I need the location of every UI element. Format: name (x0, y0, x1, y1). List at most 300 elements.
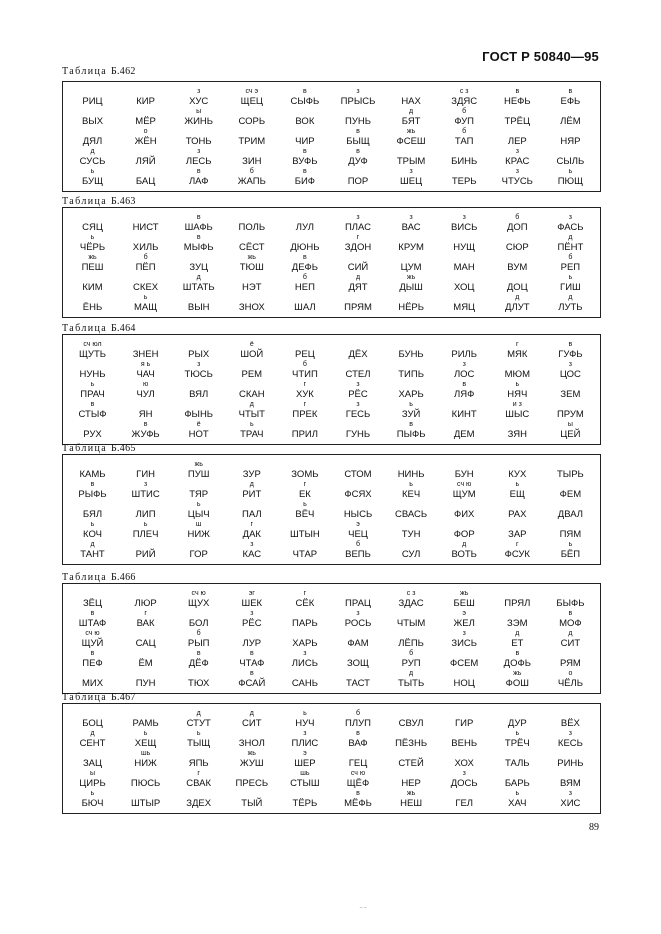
word-cell (491, 381, 544, 400)
pronunciation-mark: з (356, 401, 360, 408)
pronunciation-mark: з (197, 88, 201, 95)
word-text: СТЫШ (290, 778, 320, 789)
pronunciation-mark: д (409, 670, 414, 677)
word-text: ТЮХ (188, 678, 210, 689)
word-text: ТЕРЬ (451, 176, 477, 187)
word-table (62, 207, 601, 318)
word-cell (278, 501, 331, 520)
word-cell (332, 541, 385, 560)
word-cell (544, 234, 597, 253)
word-text: ПОЛЬ (238, 222, 266, 233)
word-cell (225, 401, 278, 420)
word-cell (119, 730, 172, 749)
pronunciation-mark: г (303, 481, 307, 488)
word-text: ФУП (454, 116, 475, 127)
word-cell (225, 461, 278, 480)
pronunciation-mark: в (303, 148, 307, 155)
word-text: СОРЬ (238, 116, 266, 127)
word-text: ЦУМ (400, 262, 422, 273)
word-text: ДОП (506, 222, 528, 233)
word-text: СТУТ (186, 718, 211, 729)
pronunciation-mark: г (303, 381, 307, 388)
word-text: ВУМ (507, 262, 528, 273)
word-text: ЛУТЬ (558, 302, 583, 313)
word-text: РУХ (83, 429, 102, 440)
word-cell (119, 274, 172, 293)
word-text: СЕНТ (79, 738, 106, 749)
pronunciation-mark: шь (300, 770, 310, 777)
word-cell (385, 88, 438, 107)
word-cell (385, 361, 438, 380)
word-text: МЯЦ (453, 302, 476, 313)
word-text: ТРИМ (238, 136, 266, 147)
word-text: ФОШ (505, 678, 529, 689)
word-cell (66, 381, 119, 400)
word-cell (119, 401, 172, 420)
word-text: НИЖ (134, 758, 157, 769)
word-cell (278, 294, 331, 313)
word-cell (438, 750, 491, 769)
table-caption-label: Таблица (62, 572, 111, 583)
word-text: ДЕМ (453, 429, 475, 440)
word-cell (332, 401, 385, 420)
word-cell (438, 610, 491, 629)
word-text: ПЫФЬ (396, 429, 426, 440)
pronunciation-mark: ь (90, 168, 95, 175)
word-cell (332, 481, 385, 500)
word-text: СЫЛЬ (556, 156, 585, 167)
word-cell (491, 274, 544, 293)
table-caption-number: Б.465 (110, 443, 136, 454)
word-text: ЩУМ (452, 489, 476, 500)
word-cell (119, 630, 172, 649)
word-text: ФСУК (504, 549, 530, 560)
word-text: БЁП (560, 549, 581, 560)
word-cell (225, 481, 278, 500)
word-cell (66, 750, 119, 769)
word-text: МАН (453, 262, 475, 273)
word-cell (278, 590, 331, 609)
word-text: НЕШ (400, 798, 423, 809)
pronunciation-mark: з (462, 770, 466, 777)
word-text: НУЩ (453, 242, 476, 253)
word-text: ТАП (454, 136, 474, 147)
word-text: БЮЧ (81, 798, 104, 809)
word-cell (332, 168, 385, 187)
word-cell (278, 421, 331, 440)
word-cell (491, 650, 544, 669)
pronunciation-mark: в (90, 401, 95, 408)
word-text: ТЫРЬ (556, 469, 584, 480)
word-cell (491, 294, 544, 313)
pronunciation-mark: ь (196, 501, 201, 508)
word-text: СЁК (295, 598, 315, 609)
word-cell (491, 630, 544, 649)
word-cell (332, 381, 385, 400)
pronunciation-mark: з (568, 361, 572, 368)
word-cell (491, 108, 544, 127)
word-text: РУП (401, 658, 421, 669)
word-text: ТЯР (189, 489, 209, 500)
word-cell (119, 108, 172, 127)
pronunciation-mark: з (250, 541, 254, 548)
word-text: МЮМ (504, 369, 531, 380)
word-cell (544, 590, 597, 609)
word-cell (544, 461, 597, 480)
pronunciation-mark: д (249, 401, 254, 408)
word-text: НИЖ (187, 529, 210, 540)
word-text: СВАСЬ (395, 509, 428, 520)
word-text: ФАСЬ (557, 222, 584, 233)
word-text: РЫХ (188, 349, 210, 360)
word-cell (278, 650, 331, 669)
word-cell (66, 610, 119, 629)
word-cell (491, 361, 544, 380)
pronunciation-mark: в (515, 650, 520, 657)
word-text: НУНЬ (79, 369, 106, 380)
word-text: БЯТ (401, 116, 421, 127)
word-cell (172, 341, 225, 360)
word-text: ВЁЧ (295, 509, 315, 520)
word-cell (385, 214, 438, 233)
word-cell (491, 670, 544, 689)
word-text: ЕФЬ (560, 96, 581, 107)
word-cell (385, 481, 438, 500)
word-text: ЖАПЬ (237, 176, 266, 187)
word-text: ПРИЛ (291, 429, 318, 440)
pronunciation-mark: д (249, 481, 254, 488)
word-text: БЕШ (453, 598, 475, 609)
word-cell (225, 521, 278, 540)
word-cell (278, 168, 331, 187)
word-cell (332, 630, 385, 649)
word-cell (172, 750, 225, 769)
pronunciation-mark: з (462, 361, 466, 368)
word-cell (119, 168, 172, 187)
pronunciation-mark: жь (194, 461, 203, 468)
word-text: ЦИРЬ (79, 778, 106, 789)
word-text: ПЮСЬ (130, 778, 161, 789)
pronunciation-mark: д (196, 710, 201, 717)
word-cell (332, 650, 385, 669)
word-text: ГИШ (560, 282, 581, 293)
pronunciation-mark: в (249, 650, 254, 657)
word-text: ФЕМ (559, 489, 582, 500)
word-text: ВЕПЬ (345, 549, 371, 560)
word-cell (225, 710, 278, 729)
word-text: ВОК (295, 116, 315, 127)
pronunciation-mark: г (303, 590, 307, 597)
word-cell (119, 710, 172, 729)
pronunciation-mark: ь (90, 790, 95, 797)
pronunciation-mark: в (90, 481, 95, 488)
pronunciation-mark: з (568, 214, 572, 221)
word-cell (119, 421, 172, 440)
word-text: ДУФ (348, 156, 368, 167)
word-text: РИТ (242, 489, 262, 500)
word-cell (491, 148, 544, 167)
word-cell (172, 770, 225, 789)
pronunciation-mark: жь (406, 790, 416, 797)
pronunciation-mark: ы (567, 421, 573, 428)
word-cell (332, 770, 385, 789)
word-cell (66, 501, 119, 520)
word-text: НИНЬ (397, 469, 425, 480)
pronunciation-mark: в (196, 214, 201, 221)
word-text: МИХ (81, 678, 104, 689)
word-cell (438, 88, 491, 107)
word-cell (225, 108, 278, 127)
pronunciation-mark: д (90, 730, 95, 737)
word-text: ЛУР (242, 638, 262, 649)
word-text: ХОЦ (453, 282, 475, 293)
word-cell (544, 214, 597, 233)
word-text: ПЛИС (291, 738, 319, 749)
word-text: НЯР (560, 136, 581, 147)
word-text: ТЮСЬ (184, 369, 213, 380)
word-text: ЛИСЬ (291, 658, 318, 669)
word-cell (385, 501, 438, 520)
word-text: ТУН (401, 529, 421, 540)
pronunciation-mark: ь (568, 274, 573, 281)
word-cell (172, 88, 225, 107)
word-text: ДЯТ (348, 282, 368, 293)
word-text: ЗАЦ (82, 758, 103, 769)
table-caption (62, 692, 136, 703)
word-cell (172, 790, 225, 809)
word-text: ДЯЛ (82, 136, 103, 147)
pronunciation-mark: в (303, 88, 307, 95)
word-cell (66, 168, 119, 187)
word-cell (66, 401, 119, 420)
word-cell (278, 541, 331, 560)
table-caption-label: Таблица (62, 692, 111, 703)
word-text: ДЮНЬ (290, 242, 320, 253)
word-text: ЩЕЦ (240, 96, 263, 107)
word-cell (332, 790, 385, 809)
pronunciation-mark: о (568, 670, 573, 677)
word-cell (544, 710, 597, 729)
word-text: НЫСЬ (343, 509, 373, 520)
word-cell (119, 770, 172, 789)
pronunciation-mark: ь (90, 381, 95, 388)
word-cell (225, 421, 278, 440)
word-text: ТАСТ (346, 678, 370, 689)
word-text: ШОЙ (240, 349, 264, 360)
word-cell (66, 108, 119, 127)
pronunciation-mark: з (462, 214, 466, 221)
word-cell (332, 710, 385, 729)
word-cell (438, 341, 491, 360)
pronunciation-mark: д (90, 541, 95, 548)
word-text: ВИСЬ (451, 222, 478, 233)
pronunciation-mark: б (355, 710, 360, 717)
word-cell (332, 750, 385, 769)
word-text: ЗУЦ (189, 262, 209, 273)
word-text: РЁС (242, 618, 262, 629)
word-text: ПРЯМ (344, 302, 372, 313)
pronunciation-mark: б (302, 361, 307, 368)
word-cell (438, 108, 491, 127)
word-text: ШЕР (294, 758, 316, 769)
word-text: КРАС (505, 156, 530, 167)
word-cell (172, 254, 225, 273)
word-text: ЛЕСЬ (185, 156, 212, 167)
word-cell (438, 148, 491, 167)
word-text: ШЕЦ (400, 176, 423, 187)
word-text: ТРЁЧ (504, 738, 530, 749)
word-cell (385, 590, 438, 609)
pronunciation-mark: б (462, 108, 467, 115)
word-text: ЧАЧ (136, 369, 155, 380)
word-cell (66, 234, 119, 253)
word-cell (491, 168, 544, 187)
word-cell (172, 148, 225, 167)
word-cell (385, 730, 438, 749)
word-text: ДЫШ (399, 282, 423, 293)
word-text: ЛЮР (134, 598, 157, 609)
word-text: ЛЯФ (454, 389, 475, 400)
pronunciation-mark: жь (513, 670, 522, 677)
word-cell (225, 128, 278, 147)
word-cell (438, 501, 491, 520)
pronunciation-mark: ь (90, 234, 95, 241)
pronunciation-mark: д (249, 710, 254, 717)
word-text: ГЕЦ (348, 758, 368, 769)
word-cell (225, 541, 278, 560)
word-text: НОЦ (453, 678, 475, 689)
pronunciation-mark: в (196, 168, 201, 175)
pronunciation-mark: ь (303, 501, 307, 508)
word-text: РАМЬ (132, 718, 159, 729)
word-cell (119, 381, 172, 400)
pronunciation-mark: ь (515, 381, 520, 388)
word-cell (491, 750, 544, 769)
word-text: ЯН (138, 409, 153, 420)
table-caption-number: Б.463 (110, 196, 136, 207)
word-text: ПЛУП (345, 718, 371, 729)
word-text: ЗДЕХ (186, 798, 212, 809)
pronunciation-mark: б (196, 630, 201, 637)
word-cell (225, 630, 278, 649)
word-text: СЯЦ (82, 222, 103, 233)
word-text: ПУН (135, 678, 156, 689)
word-cell (225, 730, 278, 749)
word-text: ПЯМ (559, 529, 582, 540)
word-text: ВАК (136, 618, 155, 629)
word-cell (172, 108, 225, 127)
pronunciation-mark: сч ю (191, 590, 206, 597)
word-cell (544, 254, 597, 273)
word-cell (544, 88, 597, 107)
word-text: САЦ (135, 638, 156, 649)
word-cell (66, 148, 119, 167)
word-cell (491, 128, 544, 147)
word-cell (66, 630, 119, 649)
word-cell (172, 381, 225, 400)
word-text: ЖУФЬ (131, 429, 160, 440)
word-cell (385, 341, 438, 360)
word-text: БИНЬ (451, 156, 478, 167)
word-text: ВЫХ (81, 116, 104, 127)
word-text: ПРАЧ (80, 389, 105, 400)
word-cell (385, 381, 438, 400)
word-text: ЗНОЛ (238, 738, 265, 749)
word-cell (491, 610, 544, 629)
word-text: ХАЧ (508, 798, 527, 809)
word-text: ВАФ (348, 738, 368, 749)
pronunciation-mark: з (356, 610, 360, 617)
pronunciation-mark: д (568, 630, 573, 637)
word-text: СТОМ (344, 469, 372, 480)
word-cell (385, 148, 438, 167)
word-cell (438, 214, 491, 233)
word-text: ЁНЬ (82, 302, 103, 313)
pronunciation-mark: с з (459, 88, 469, 95)
pronunciation-mark: сч ю (350, 770, 366, 777)
word-text: ФЫНЬ (184, 409, 214, 420)
word-cell (491, 421, 544, 440)
word-cell (225, 670, 278, 689)
word-text: НЭТ (242, 282, 262, 293)
word-text: ХУС (189, 96, 209, 107)
table-caption (62, 66, 136, 77)
word-text: БУЩ (82, 176, 103, 187)
pronunciation-mark: ь (303, 710, 307, 717)
pronunciation-mark: в (568, 341, 573, 348)
word-cell (66, 294, 119, 313)
word-text: ВЕНЬ (451, 738, 478, 749)
pronunciation-mark: я ь (140, 361, 151, 368)
word-cell (119, 790, 172, 809)
word-cell (225, 88, 278, 107)
word-cell (225, 501, 278, 520)
word-cell (225, 168, 278, 187)
word-text: ШАФЬ (184, 222, 213, 233)
word-cell (172, 481, 225, 500)
word-text: ЛАФ (188, 176, 209, 187)
word-text: БУНЬ (398, 349, 424, 360)
word-cell (172, 670, 225, 689)
word-cell (544, 481, 597, 500)
word-cell (278, 341, 331, 360)
word-cell (172, 274, 225, 293)
word-cell (332, 421, 385, 440)
word-cell (66, 590, 119, 609)
word-cell (385, 274, 438, 293)
word-table (62, 583, 601, 694)
table-caption-number: Б.466 (110, 572, 136, 583)
pronunciation-mark: з (197, 361, 201, 368)
pronunciation-mark: ь (143, 730, 148, 737)
pronunciation-mark: жь (460, 590, 469, 597)
word-cell (225, 590, 278, 609)
pronunciation-mark: з (356, 214, 360, 221)
pronunciation-mark: з (515, 148, 519, 155)
word-cell (332, 610, 385, 629)
word-text: ХАРЬ (292, 638, 318, 649)
word-text: ЗОЩ (347, 658, 369, 669)
pronunciation-mark: ё (196, 421, 201, 428)
pronunciation-mark: з (568, 730, 572, 737)
word-text: ПЛЕЧ (132, 529, 159, 540)
word-cell (278, 274, 331, 293)
pronunciation-mark: ь (409, 481, 413, 488)
standard-header: ГОСТ Р 50840—95 (482, 49, 599, 64)
word-cell (172, 461, 225, 480)
pronunciation-mark: жь (406, 128, 416, 135)
word-cell (172, 214, 225, 233)
